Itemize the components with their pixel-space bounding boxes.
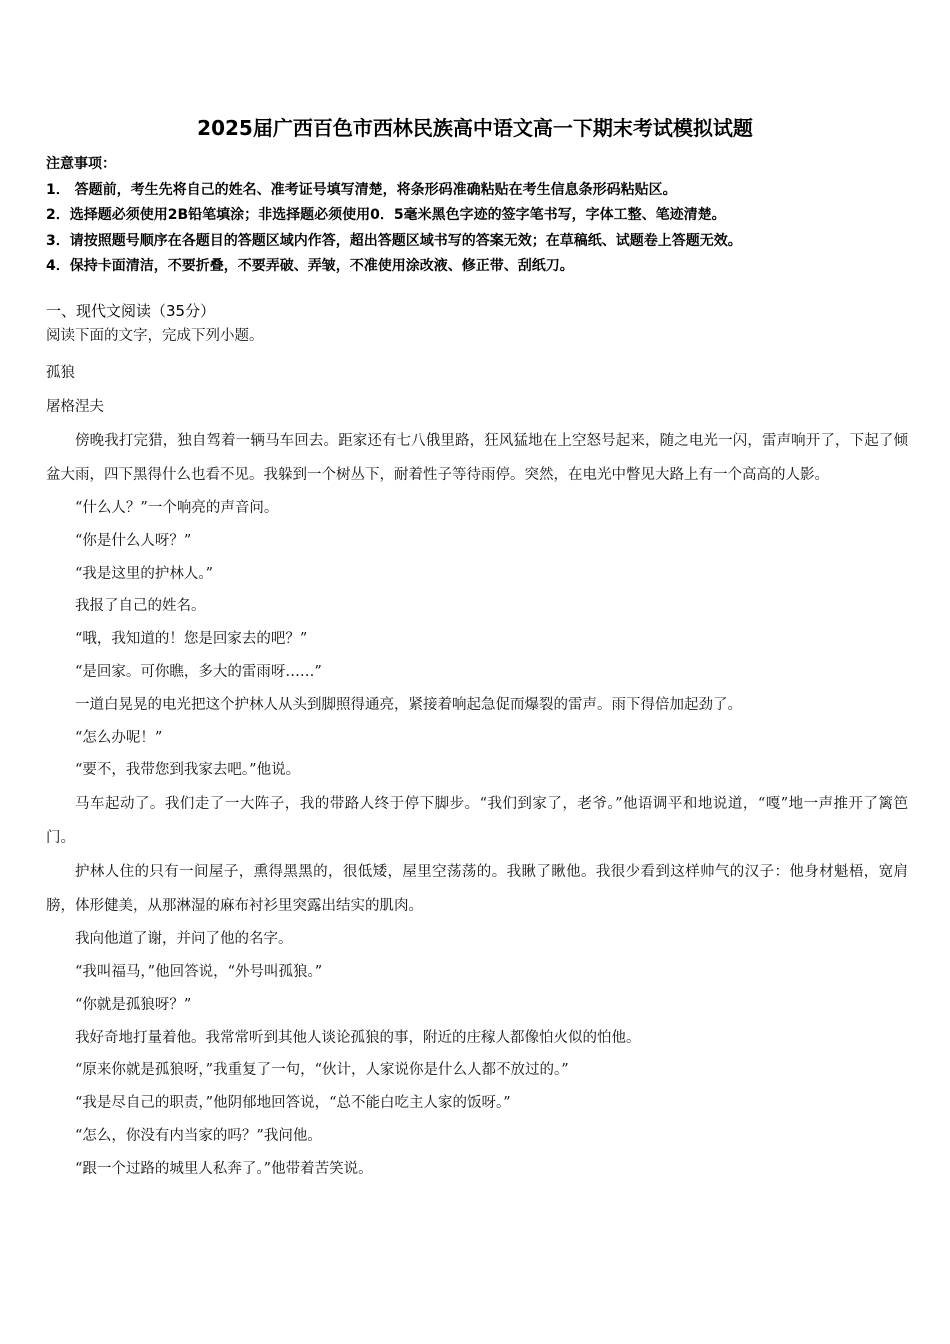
notice-item: 4．保持卡面清洁，不要折叠，不要弄破、弄皱，不准使用涂改液、修正带、刮纸刀。	[46, 258, 574, 274]
reading-instruction: 阅读下面的文字，完成下列小题。	[46, 328, 264, 344]
notice-item: 2．选择题必须使用2B铅笔填涂；非选择题必须使用0．5毫米黑色字迹的签字笔书写，字体工整、笔迹清楚。	[46, 207, 726, 223]
story-paragraph: 傍晚我打完猎，独自驾着一辆马车回去。距家还有七八俄里路，狂风猛地在上空怒号起来，随之电光一闪，雷声响开了，下起了倾盆大雨，四下黑得什么也看不见。我躲到一个树丛下，耐着性子等待雨停。突然，在电光中瞥见大路上有一个高高的人影。	[46, 433, 908, 483]
story-paragraph: “我叫福马，”他回答说，“外号叫孤狼。”	[75, 963, 323, 980]
story-paragraph: “哦，我知道的！您是回家去的吧？”	[75, 631, 308, 648]
story-paragraph: 我好奇地打量着他。我常常听到其他人谈论孤狼的事，附近的庄稼人都像怕火似的怕他。	[75, 1029, 641, 1046]
story-paragraph: “要不，我带您到我家去吧。”他说。	[75, 762, 301, 779]
story-paragraph: 护林人住的只有一间屋子，熏得黑黑的，很低矮，屋里空荡荡的。我瞅了瞅他。我很少看到这样帅气的汉子：他身材魁梧，宽肩膀，体形健美，从那淋湿的麻布衬衫里突露出结实的肌肉。	[46, 864, 908, 915]
story-paragraph: “你是什么人呀？”	[75, 532, 192, 549]
story-paragraph: “怎么办呢！”	[75, 729, 163, 746]
notice-heading: 注意事项：	[46, 156, 116, 172]
story-title: 孤狼	[46, 365, 75, 381]
story-paragraph: “跟一个过路的城里人私奔了。”他带着苦笑说。	[75, 1160, 373, 1177]
story-paragraph: “我是这里的护林人。”	[75, 565, 214, 582]
story-author: 屠格涅夫	[46, 399, 104, 415]
story-paragraph: “怎么，你没有内当家的吗？”我问他。	[75, 1127, 322, 1144]
notice-block	[46, 152, 916, 280]
story-paragraph: “原来你就是孤狼呀，”我重复了一句，“伙计，人家说你是什么人都不放过的。”	[75, 1062, 569, 1079]
story-paragraph: 我向他道了谢，并问了他的名字。	[75, 931, 293, 948]
story-paragraph: 马车起动了。我们走了一大阵子，我的带路人终于停下脚步。“我们到家了，老爷。”他语调平和地说道，“嘎”地一声推开了篱笆门。	[46, 796, 908, 847]
notice-item: 3．请按照题号顺序在各题目的答题区域内作答，超出答题区域书写的答案无效；在草稿纸、试题卷上答题无效。	[46, 232, 742, 249]
story-paragraph: 我报了自己的姓名。	[75, 598, 206, 615]
notice-item: 1． 答题前，考生先将自己的姓名、准考证号填写清楚，将条形码准确粘贴在考生信息条形码粘贴区。	[46, 181, 677, 198]
section-heading: 一、现代文阅读（35分）	[46, 302, 216, 320]
story-paragraph: “是回家。可你瞧，多大的雷雨呀……”	[75, 663, 322, 680]
story-paragraph: “你就是孤狼呀？”	[75, 996, 192, 1013]
story-paragraph: 一道白晃晃的电光把这个护林人从头到脚照得通亮，紧接着响起急促而爆裂的雷声。雨下得倍加起劲了。	[75, 696, 742, 713]
exam-title: 2025届广西百色市西林民族高中语文高一下期末考试模拟试题	[197, 116, 753, 140]
reading-passage	[46, 324, 908, 1186]
story-paragraph: “什么人？”一个响亮的声音问。	[75, 500, 279, 516]
story-paragraph: “我是尽自己的职责，”他阴郁地回答说，“总不能白吃主人家的饭呀。”	[75, 1095, 511, 1112]
